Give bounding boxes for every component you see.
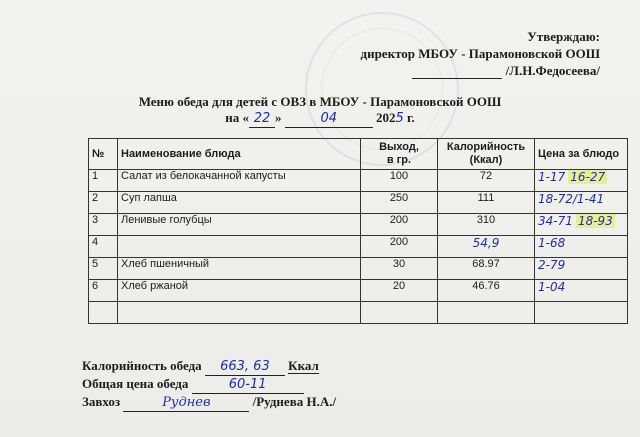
approval-signature-row xyxy=(361,62,600,79)
row-output: 30 xyxy=(361,258,438,280)
row-calories xyxy=(438,302,535,324)
date-month: 04 xyxy=(285,111,373,128)
row-name: Суп лапша xyxy=(118,192,361,214)
menu-title xyxy=(0,94,640,128)
footer-manager-row xyxy=(82,394,336,412)
date-prefix: на « xyxy=(225,110,250,125)
director-signature-line xyxy=(412,66,502,79)
footer-price-row xyxy=(82,376,336,394)
header-output xyxy=(361,139,438,170)
row-price-value: 34-71 xyxy=(538,214,573,228)
row-calories-handwritten: 54,9 xyxy=(472,236,500,250)
footer-manager-label: Завхоз xyxy=(82,394,124,409)
row-calories: 72 xyxy=(438,170,535,192)
row-price xyxy=(535,170,628,192)
row-name xyxy=(118,236,361,258)
row-price-extra: 1-41 xyxy=(576,192,605,206)
menu-title-line: Меню обеда для детей с ОВЗ в МБОУ - Парамоновской ООШ xyxy=(138,94,502,109)
header-name: Наименование блюда xyxy=(118,139,361,170)
row-num: 3 xyxy=(89,214,118,236)
row-calories: 68.97 xyxy=(438,258,535,280)
menu-table xyxy=(88,138,628,324)
table-row xyxy=(89,280,628,302)
row-output: 100 xyxy=(361,170,438,192)
row-calories: 46.76 xyxy=(438,280,535,302)
row-price-extra: 18-93 xyxy=(577,214,613,228)
row-calories xyxy=(438,236,535,258)
menu-date xyxy=(225,110,414,128)
footer-manager-name: /Руднева Н.А./ xyxy=(252,394,337,409)
row-num: 2 xyxy=(89,192,118,214)
table-row xyxy=(89,258,628,280)
row-num: 1 xyxy=(89,170,118,192)
row-name: Салат из белокачанной капусты xyxy=(118,170,361,192)
row-price-value: 1-68 xyxy=(538,236,566,250)
row-output: 20 xyxy=(361,280,438,302)
row-price xyxy=(535,214,628,236)
date-year-prefix: 202 xyxy=(376,110,396,125)
approval-director: директор МБОУ - Парамоновской ООШ xyxy=(360,46,600,61)
header-calories xyxy=(438,139,535,170)
row-calories: 310 xyxy=(438,214,535,236)
row-price-value: 18-72 xyxy=(538,192,573,206)
row-calories: 111 xyxy=(438,192,535,214)
row-num: 4 xyxy=(89,236,118,258)
footer-price-value: 60-11 xyxy=(192,377,304,394)
footer-calories-label: Калорийность обеда xyxy=(82,358,205,373)
price-separator: / xyxy=(572,192,577,206)
manager-signature: Руднев xyxy=(123,395,249,412)
director-name: /Л.Н.Федосеева/ xyxy=(505,63,600,78)
header-output-text: Выход, в гр. xyxy=(379,141,419,166)
header-calories-text: Калорийность (Ккал) xyxy=(446,141,526,166)
date-day: 22 xyxy=(249,111,275,128)
header-price: Цена за блюдо xyxy=(535,139,628,170)
row-name: Хлеб пшеничный xyxy=(118,258,361,280)
row-price-extra: 16-27 xyxy=(570,170,606,184)
approval-heading: Утверждаю: xyxy=(527,29,600,44)
table-row xyxy=(89,192,628,214)
row-price xyxy=(535,192,628,214)
row-price-value: 1-04 xyxy=(538,280,566,294)
row-output: 200 xyxy=(361,214,438,236)
footer-calories-row xyxy=(82,358,336,376)
table-row xyxy=(89,214,628,236)
row-num xyxy=(89,302,118,324)
row-output: 200 xyxy=(361,236,438,258)
date-year-suffix: г. xyxy=(403,110,415,125)
row-num: 6 xyxy=(89,280,118,302)
table-row xyxy=(89,302,628,324)
table-row xyxy=(89,236,628,258)
row-price xyxy=(535,258,628,280)
row-name: Ленивые голубцы xyxy=(118,214,361,236)
approval-block xyxy=(361,28,600,79)
row-output: 250 xyxy=(361,192,438,214)
row-price-value: 2-79 xyxy=(538,258,566,272)
row-name: Хлеб ржаной xyxy=(118,280,361,302)
row-name xyxy=(118,302,361,324)
footer-price-label: Общая цена обеда xyxy=(82,376,192,391)
row-price xyxy=(535,236,628,258)
row-price-value: 1-17 xyxy=(538,170,566,184)
date-day-close: » xyxy=(275,110,282,125)
footer-calories-value: 663, 63 xyxy=(205,359,285,376)
table-header-row xyxy=(89,139,628,170)
row-price xyxy=(535,302,628,324)
footer xyxy=(82,358,336,412)
row-price xyxy=(535,280,628,302)
table-row xyxy=(89,170,628,192)
row-output xyxy=(361,302,438,324)
row-num: 5 xyxy=(89,258,118,280)
date-year-digit: 5 xyxy=(395,111,404,126)
header-num: № xyxy=(89,139,118,170)
footer-calories-unit: Ккал xyxy=(288,358,319,373)
